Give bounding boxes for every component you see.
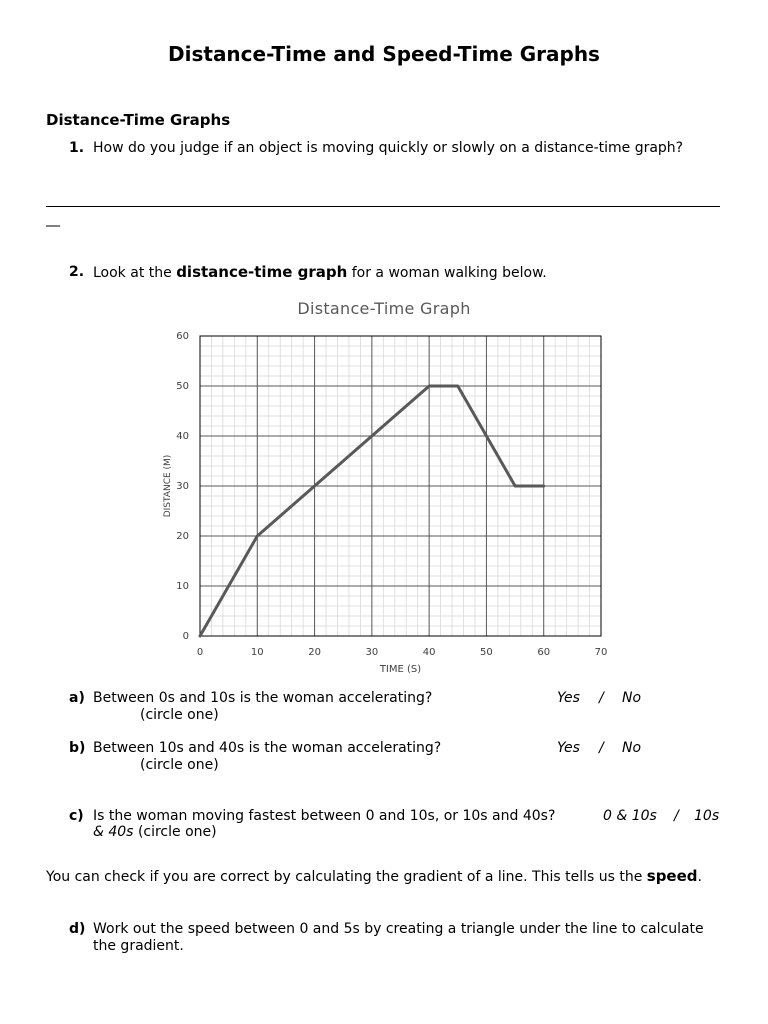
question-d-number: d): [69, 921, 86, 937]
y-tick-label: 60: [176, 331, 189, 342]
question-c-option-2[interactable]: 10s: [694, 808, 720, 824]
question-b-hint: (circle one): [140, 757, 219, 773]
gradient-explanation: You can check if you are correct by calculating the gradient of a line. This tells us the speed.: [46, 867, 702, 885]
question-a-text: Between 0s and 10s is the woman accelerating?: [93, 690, 433, 706]
question-2-text: Look at the distance-time graph for a woman walking below.: [93, 263, 547, 281]
section-heading: Distance-Time Graphs: [46, 111, 231, 129]
question-c-option-1[interactable]: 0 & 10s: [603, 808, 657, 824]
question-c-hint: (circle one): [137, 824, 217, 840]
x-tick-label: 10: [250, 647, 264, 658]
x-tick-label: 70: [594, 647, 608, 658]
question-d-text: Work out the speed between 0 and 5s by creating a triangle under the line to calculate the gradient.: [93, 921, 704, 954]
question-a-separator: /: [599, 690, 604, 706]
question-a-yes[interactable]: Yes: [557, 690, 580, 706]
question-c-number: c): [69, 808, 84, 824]
x-axis-label: TIME (S): [379, 664, 422, 675]
chart-title: Distance-Time Graph: [297, 299, 471, 318]
answer-line-continuation: __: [46, 211, 60, 227]
x-tick-label: 60: [537, 647, 551, 658]
question-b-yes[interactable]: Yes: [557, 740, 580, 756]
x-tick-label: 40: [422, 647, 436, 658]
x-tick-label: 20: [308, 647, 321, 658]
y-tick-label: 50: [176, 381, 189, 392]
question-a-number: a): [69, 690, 85, 706]
question-c-text: Is the woman moving fastest between 0 and 10s, or 10s and 40s?: [93, 808, 556, 824]
distance-time-chart: [0, 320, 768, 680]
question-2-number: 2.: [69, 264, 85, 280]
x-tick-label: 30: [365, 647, 379, 658]
question-1-text: How do you judge if an object is moving quickly or slowly on a distance-time graph?: [93, 140, 684, 156]
y-axis-label: DISTANCE (M): [163, 454, 173, 518]
answer-line: [46, 206, 720, 207]
question-b-separator: /: [599, 740, 604, 756]
question-c-second-line: [93, 824, 217, 841]
question-c-option-2-continued[interactable]: & 40s: [93, 824, 134, 840]
y-tick-label: 0: [182, 631, 189, 642]
page-title: Distance-Time and Speed-Time Graphs: [168, 42, 600, 66]
question-a-no[interactable]: No: [622, 690, 642, 706]
y-tick-label: 40: [176, 431, 189, 442]
question-1-number: 1.: [69, 140, 85, 156]
x-tick-label: 0: [196, 647, 204, 658]
y-tick-label: 10: [176, 581, 189, 592]
question-b-number: b): [69, 740, 86, 756]
question-b-text: Between 10s and 40s is the woman accelerating?: [93, 740, 442, 756]
y-tick-label: 30: [176, 481, 189, 492]
question-a-hint: (circle one): [140, 707, 219, 723]
y-tick-label: 20: [176, 531, 189, 542]
question-b-no[interactable]: No: [622, 740, 642, 756]
question-c-separator: /: [674, 808, 679, 824]
x-tick-label: 50: [480, 647, 493, 658]
